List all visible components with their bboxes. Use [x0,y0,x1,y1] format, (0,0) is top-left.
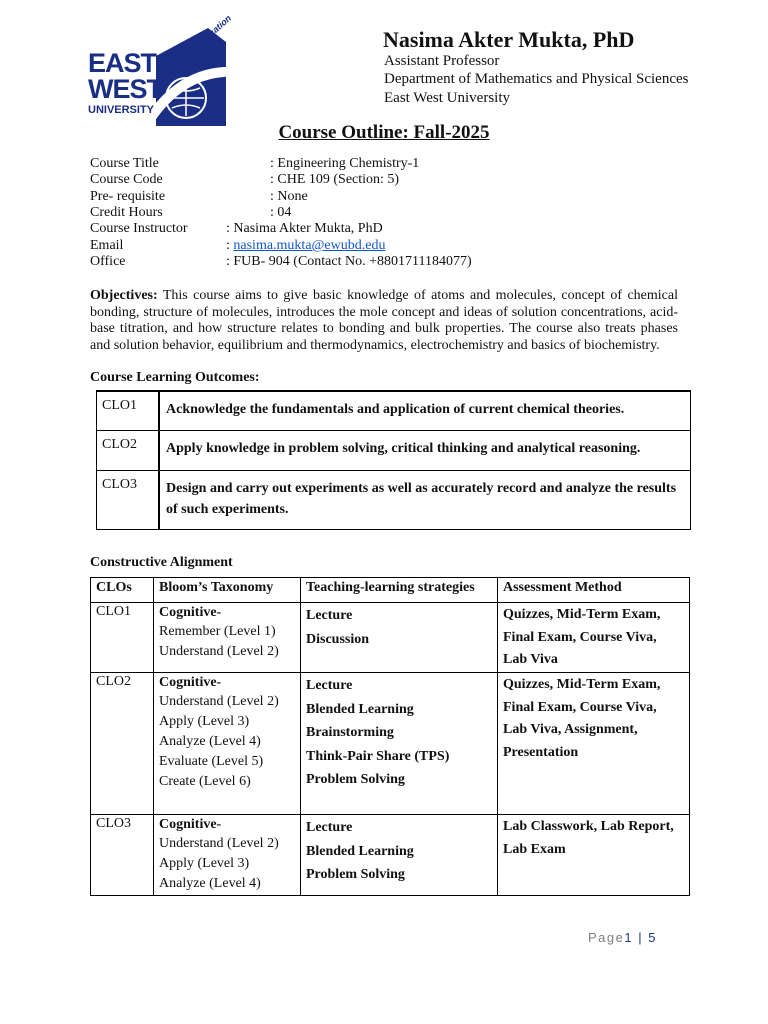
bloom-head: Cognitive- [159,675,222,690]
bloom-cell [154,603,301,673]
col-header-clos: CLOs [91,578,154,603]
prerequisite-label: Pre- requisite [90,189,166,204]
course-title-label: Course Title [90,156,159,171]
clo-text: Acknowledge the fundamentals and application of current chemical theories. [159,391,691,430]
teaching-cell [301,815,498,896]
assessment-item: Presentation [503,744,579,760]
email-link[interactable]: nasima.mukta@ewubd.edu [233,238,386,253]
assessment-item: Lab Viva [503,652,558,667]
clo-heading: Course Learning Outcomes: [90,370,260,385]
office-label: Office [90,254,126,269]
clo-cell: CLO1 [91,603,154,673]
teaching-item: Lecture [306,678,353,693]
bloom-level: Understand (Level 2) [159,836,279,851]
assessment-item: Quizzes, Mid-Term Exam, [503,677,661,692]
assessment-cell [498,603,690,673]
bloom-level: Analyze (Level 4) [159,734,261,749]
teaching-cell [301,603,498,673]
course-code-label: Course Code [90,172,163,187]
bloom-cell [154,815,301,896]
instructor-value: : Nasima Akter Mukta, PhD [226,221,383,236]
teaching-item: Lecture [306,820,353,835]
teaching-item: Discussion [306,631,370,647]
col-header-assessment: Assessment Method [498,578,690,603]
clo-cell: CLO2 [91,673,154,815]
teaching-item: Problem Solving [306,867,405,882]
credit-hours-label: Credit Hours [90,205,163,220]
teaching-item: Think-Pair Share (TPS) [306,748,450,764]
teaching-item: Brainstorming [306,725,394,740]
author-name: Nasima Akter Mukta, PhD [383,27,635,52]
assessment-item: Lab Exam [503,841,566,857]
assessment-item: Final Exam, Course Viva, [503,629,657,645]
clo-id: CLO2 [97,430,160,470]
page-title-text: Course Outline: Fall-2025 [278,122,490,143]
author-designation: Assistant Professor [384,53,500,69]
clo-id: CLO3 [97,470,160,529]
prerequisite-value: : None [270,189,308,204]
alignment-table [90,577,690,896]
bloom-level: Remember (Level 1) [159,624,276,639]
clo-text: Apply knowledge in problem solving, critical thinking and analytical reasoning. [159,430,691,470]
page-title [0,122,768,144]
teaching-item: Blended Learning [306,701,414,717]
table-row [91,815,690,896]
bloom-cell [154,673,301,815]
clo-text: Design and carry out experiments as well as accurately record and analyze the results of such experiments. [159,470,691,529]
author-department: Department of Mathematics and Physical Sciences [384,71,689,87]
email-value [226,238,385,254]
teaching-item: Lecture [306,608,353,623]
bloom-level: Understand (Level 2) [159,644,279,659]
clo-id: CLO1 [97,391,160,430]
office-value: : FUB- 904 (Contact No. +8801711184077) [226,254,472,269]
author-university: East West University [384,90,510,106]
page-total: 5 [648,930,657,945]
clo-table [96,390,691,530]
col-header-teaching: Teaching-learning strategies [301,578,498,603]
table-row [97,391,691,430]
assessment-item: Lab Viva, Assignment, [503,722,638,737]
assessment-item: Lab Classwork, Lab Report, [503,819,674,834]
university-logo [88,12,248,128]
course-code-value: : CHE 109 (Section: 5) [270,172,400,187]
page-footer [588,930,657,945]
bloom-level: Understand (Level 2) [159,694,279,709]
assessment-item: Final Exam, Course Viva, [503,699,657,715]
assessment-cell [498,673,690,815]
bloom-level: Evaluate (Level 5) [159,754,264,769]
objectives-label: Objectives: [90,288,158,303]
clo-cell: CLO3 [91,815,154,896]
bloom-head: Cognitive- [159,817,222,832]
teaching-item: Problem Solving [306,772,405,787]
assessment-cell [498,815,690,896]
email-prefix: : [226,238,234,253]
page-number: 1 [624,930,634,945]
table-header-row [91,578,690,603]
email-label: Email [90,238,124,253]
teaching-cell [301,673,498,815]
bloom-level: Apply (Level 3) [159,856,250,871]
logo-tagline: excellence in education [151,12,234,89]
bloom-level: Create (Level 6) [159,774,251,789]
table-row [97,470,691,529]
table-row [91,603,690,673]
page-separator: | [638,930,644,945]
objectives-text: This course aims to give basic knowledge of atoms and molecules, concept of chemical bonding, structure of molecules, introduces the mole concept and ideas of solution concentrations, acid-base titration, and how structure relates to bonding and bulk properties. The course also treats phases and solution behavior, equilibrium and thermodynamics, electrochemistry and basics of biochemistry. [90,288,678,353]
page-word: Page [588,930,625,945]
logo-east: EAST [88,48,157,78]
table-row [97,430,691,470]
credit-hours-value: : 04 [270,205,292,220]
logo-university: UNIVERSITY [88,104,155,116]
assessment-item: Quizzes, Mid-Term Exam, [503,607,661,622]
teaching-item: Blended Learning [306,843,414,859]
instructor-label: Course Instructor [90,221,188,236]
alignment-heading: Constructive Alignment [90,555,233,570]
objectives-paragraph [90,288,678,354]
bloom-level: Apply (Level 3) [159,714,250,729]
bloom-head: Cognitive- [159,605,222,620]
col-header-bloom: Bloom’s Taxonomy [154,578,301,603]
bloom-level: Analyze (Level 4) [159,876,261,891]
table-row [91,673,690,815]
logo-west: WEST [88,74,162,104]
course-title-value: : Engineering Chemistry-1 [270,156,420,171]
